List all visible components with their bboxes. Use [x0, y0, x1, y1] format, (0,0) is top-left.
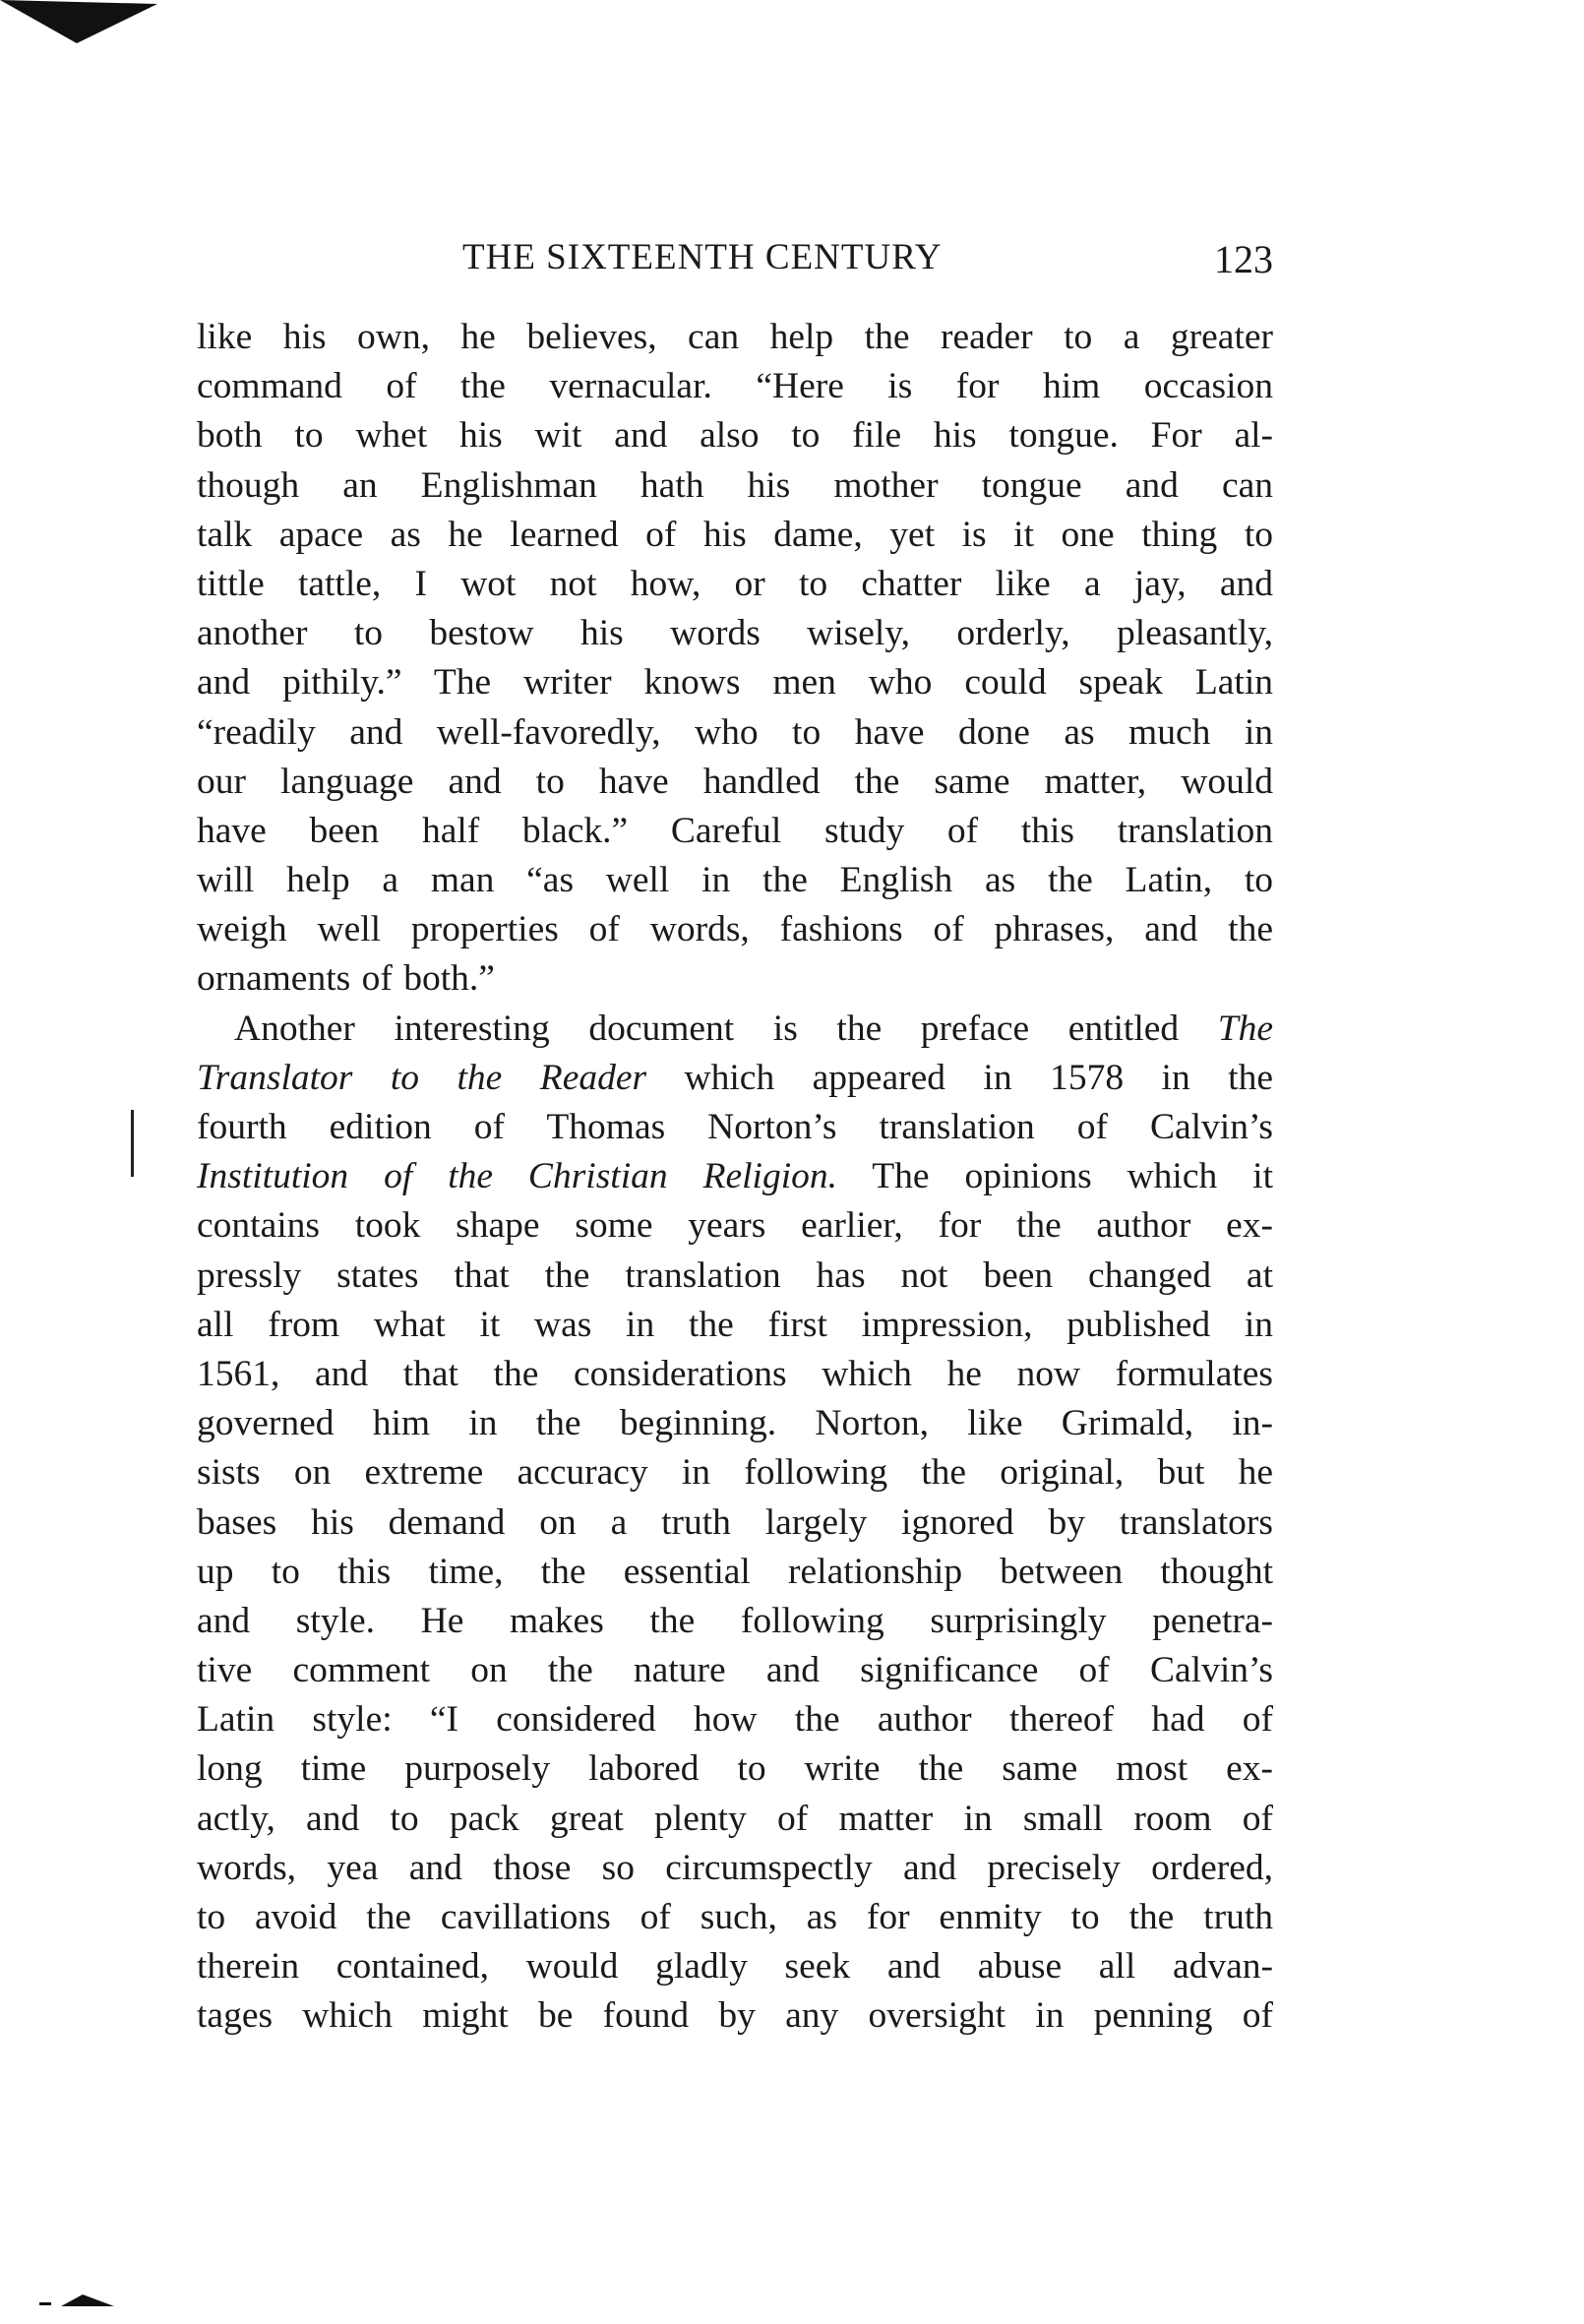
text-line: therein contained, would gladly seek and abuse all advan-: [197, 1946, 1273, 1988]
text-line: [197, 1152, 1273, 1201]
text-line: bases his demand on a truth largely ignored by translators: [197, 1501, 1273, 1543]
text-line: tittle tattle, I wot not how, or to chatter like a jay, and: [197, 563, 1273, 604]
text-line: and pithily.” The writer knows men who could speak Latin: [197, 662, 1273, 703]
text-line: will help a man “as well in the English as the Latin, to: [197, 860, 1273, 901]
text-line: [197, 1005, 1273, 1054]
text-line: another to bestow his words wisely, orderly, pleasantly,: [197, 613, 1273, 654]
italic-title: Translator to the Reader: [197, 1057, 647, 1098]
running-title: THE SIXTEENTH CENTURY: [462, 237, 943, 277]
italic-title: Institution of the Christian Religion.: [197, 1156, 837, 1197]
running-head: [197, 236, 1273, 285]
text-line: both to whet his wit and also to file his tongue. For al-: [197, 415, 1273, 457]
text-line: weigh well properties of words, fashions of phrases, and the: [197, 909, 1273, 950]
text-line: fourth edition of Thomas Norton’s translation of Calvin’s: [197, 1107, 1273, 1147]
text-line: 1561, and that the considerations which he now formulates: [197, 1353, 1273, 1394]
text-line: like his own, he believes, can help the reader to a greater: [197, 317, 1273, 357]
corner-arrow-icon: [0, 0, 157, 43]
corner-mark-icon: [39, 2285, 118, 2314]
text-line: our language and to have handled the same matter, would: [197, 761, 1273, 802]
text-segment: The opinions which it: [872, 1156, 1273, 1197]
text-line: long time purposely labored to write the same most ex-: [197, 1748, 1273, 1790]
text-line: governed him in the beginning. Norton, like Grimald, in-: [197, 1403, 1273, 1444]
text-line: have been half black.” Careful study of this translation: [197, 810, 1273, 851]
text-line: talk apace as he learned of his dame, yet is it one thing to: [197, 514, 1273, 555]
text-line: and style. He makes the following surprisingly penetra-: [197, 1600, 1273, 1641]
text-line: up to this time, the essential relationship between thought: [197, 1551, 1273, 1592]
text-segment: which appeared in 1578 in the: [684, 1057, 1273, 1098]
body-text: [197, 313, 1273, 2042]
text-line: to avoid the cavillations of such, as for enmity to the truth: [197, 1897, 1273, 1937]
italic-title: The: [1217, 1008, 1273, 1049]
text-line: though an Englishman hath his mother tongue and can: [197, 464, 1273, 506]
text-line: command of the vernacular. “Here is for him occasion: [197, 366, 1273, 407]
text-line: words, yea and those so circumspectly and precisely ordered,: [197, 1847, 1273, 1888]
text-line: pressly states that the translation has not been changed at: [197, 1254, 1273, 1296]
margin-rule: [131, 1110, 134, 1177]
text-line: [197, 1054, 1273, 1103]
text-line: all from what it was in the first impression, published in: [197, 1304, 1273, 1345]
text-line: ornaments of both.”: [197, 958, 495, 1000]
page-number: 123: [1214, 237, 1273, 281]
text-line: contains took shape some years earlier, for the author ex-: [197, 1205, 1273, 1247]
text-line: Latin style: “I considered how the author thereof had of: [197, 1699, 1273, 1741]
text-line: tive comment on the nature and significance of Calvin’s: [197, 1650, 1273, 1691]
text-line: sists on extreme accuracy in following the original, but he: [197, 1452, 1273, 1494]
text-line: “readily and well-favoredly, who to have done as much in: [197, 711, 1273, 753]
text-segment: Another interesting document is the preface entitled: [234, 1008, 1180, 1049]
text-line: actly, and to pack great plenty of matter in small room of: [197, 1798, 1273, 1839]
text-line: tages which might be found by any oversight in penning of: [197, 1995, 1273, 2037]
